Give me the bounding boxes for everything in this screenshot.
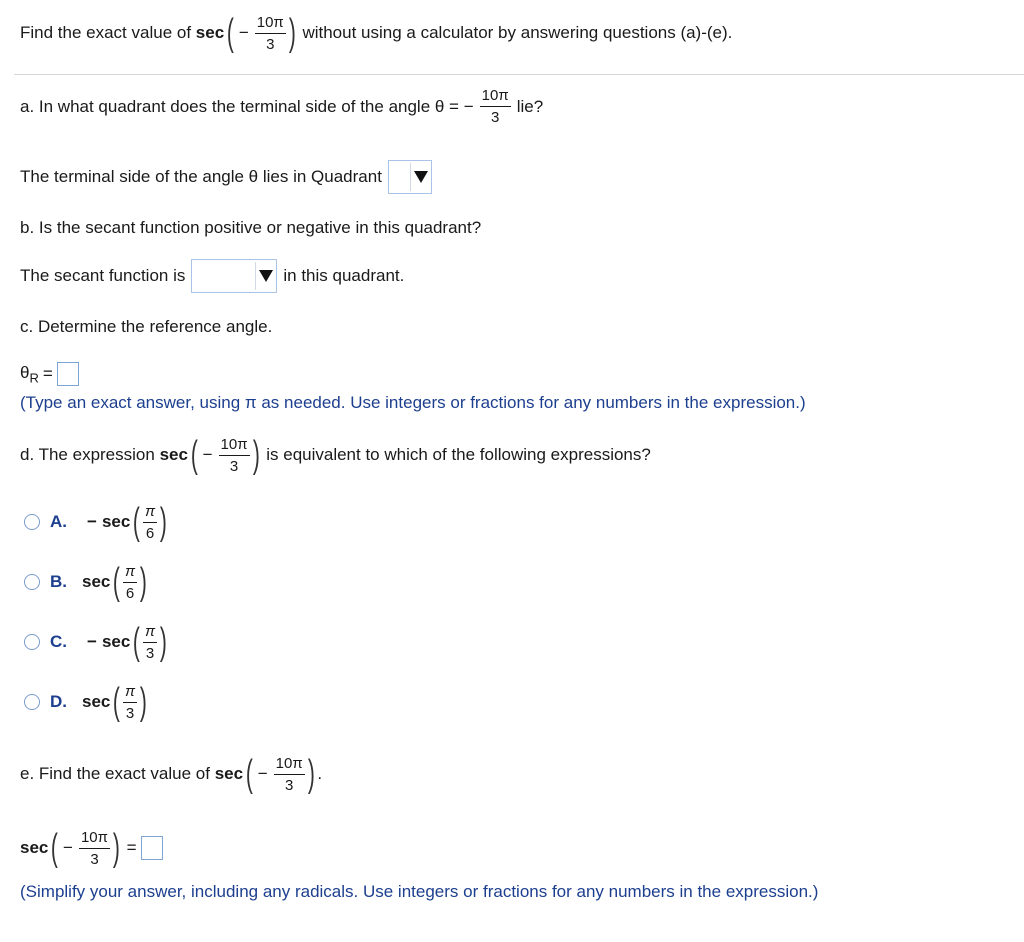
part-b-answer-suffix: in this quadrant. <box>283 266 405 285</box>
part-c-answer-row: $\theta_R$ = <box>20 362 79 386</box>
part-b-question: b. Is the secant function positive or negative in this quadrant? <box>20 218 482 237</box>
minus-sign: − <box>238 23 249 42</box>
theta-r-label: $\theta_R$ <box>20 362 39 386</box>
question-suffix: without using a calculator by answering questions (a)-(e). <box>302 23 733 42</box>
part-d-question: d. The expression sec ( − $\frac{10\pi}{3}$ ) is equivalent to which of the following expressions? <box>20 434 651 476</box>
dropdown-arrow-icon <box>255 262 276 290</box>
option-b[interactable]: B. sec ( $\frac{\pi}{6}$ ) <box>24 563 150 601</box>
exact-value-input[interactable] <box>141 836 163 860</box>
divider <box>14 74 1024 75</box>
question-prefix: Find the exact value of <box>20 23 192 42</box>
part-c-question: c. Determine the reference angle. <box>20 317 273 336</box>
part-e-answer-fraction: $\frac{10\pi}{3}$ <box>80 828 109 868</box>
radio-c[interactable] <box>24 634 40 650</box>
part-a-answer-row <box>20 160 432 194</box>
option-c-fraction: $\frac{\pi}{3}$ <box>144 622 156 662</box>
option-d[interactable]: D. sec ( $\frac{\pi}{3}$ ) <box>24 683 150 721</box>
part-b-answer-prefix: The secant function is <box>20 266 186 285</box>
part-c-hint: (Type an exact answer, using π as needed. Use integers or fractions for any numbers in the expression.) <box>20 393 806 412</box>
question-fraction: $\frac{10\pi}{3}$ <box>256 13 284 53</box>
part-b-answer-row <box>20 259 404 293</box>
left-paren: ( <box>227 12 234 54</box>
part-e-hint: (Simplify your answer, including any radicals. Use integers or fractions for any numbers in the expression.) <box>20 882 819 901</box>
part-d-prefix: d. The expression <box>20 445 155 464</box>
option-c[interactable]: C. − sec ( $\frac{\pi}{3}$ ) <box>24 623 170 661</box>
question-header <box>20 14 732 52</box>
quadrant-dropdown[interactable] <box>388 160 432 194</box>
sign-dropdown[interactable] <box>191 259 277 293</box>
radio-a[interactable] <box>24 514 40 530</box>
option-d-fraction: $\frac{\pi}{3}$ <box>125 682 136 722</box>
part-a-suffix: lie? <box>516 96 544 116</box>
reference-angle-input[interactable] <box>57 362 79 386</box>
part-a-fraction: $\frac{10\pi}{3}$ <box>481 87 509 126</box>
right-paren: ) <box>288 12 296 54</box>
radio-b[interactable] <box>24 574 40 590</box>
part-e-question: e. Find the exact value of sec ( − $\frac{10\pi}{3}$ ) . <box>20 753 323 795</box>
part-e-prefix: e. Find the exact value of <box>20 764 210 783</box>
option-a[interactable]: A. − sec ( $\frac{\pi}{6}$ ) <box>24 503 170 541</box>
part-a-answer-prefix: The terminal side of the angle θ lies in Quadrant <box>20 167 382 186</box>
part-d-suffix: is equivalent to which of the following expressions? <box>266 445 651 464</box>
part-a-question <box>20 88 543 125</box>
option-b-fraction: $\frac{\pi}{6}$ <box>125 562 136 602</box>
option-a-fraction: $\frac{\pi}{6}$ <box>144 502 156 542</box>
question-func: sec <box>195 23 225 42</box>
part-e-answer-row: sec ( − $\frac{10\pi}{3}$ ) = <box>20 829 163 867</box>
radio-d[interactable] <box>24 694 40 710</box>
dropdown-arrow-icon <box>410 163 431 191</box>
part-e-fraction: $\frac{10\pi}{3}$ <box>275 754 303 794</box>
part-a-text: a. In what quadrant does the terminal side of the angle θ = − <box>20 96 474 116</box>
part-d-fraction: $\frac{10\pi}{3}$ <box>220 435 248 475</box>
